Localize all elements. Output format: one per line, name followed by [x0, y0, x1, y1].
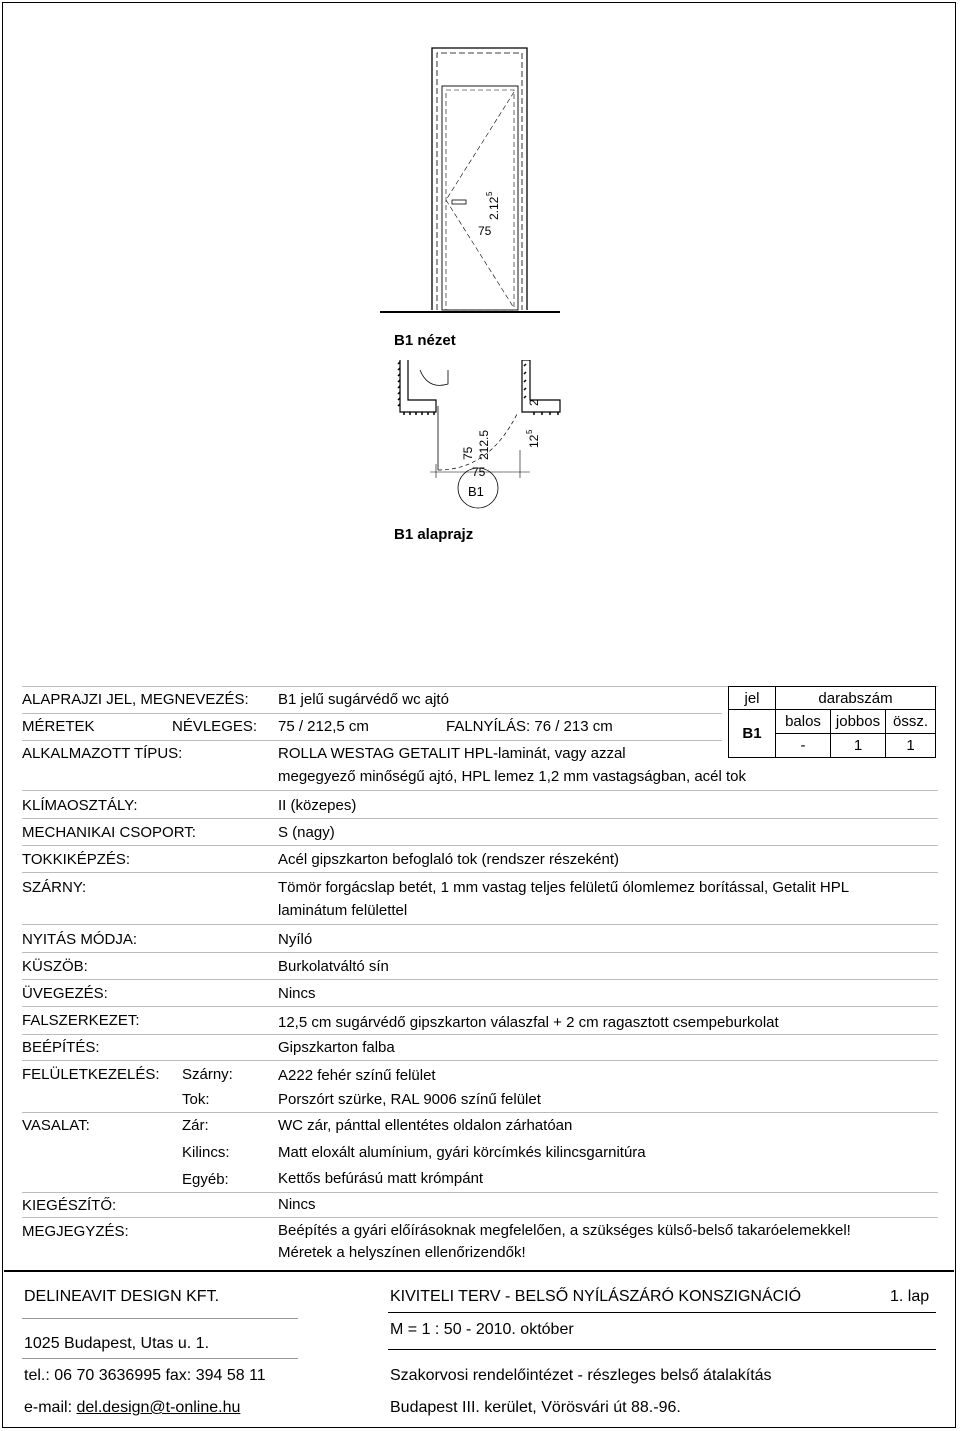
label-klima: KLÍMAOSZTÁLY:: [22, 797, 138, 814]
value-tipus-2: megegyező minőségű ajtó, HPL lemez 1,2 mm vastagságban, acél tok: [278, 768, 747, 785]
row-rule: [22, 1217, 938, 1218]
label-uveg: ÜVEGEZÉS:: [22, 985, 108, 1002]
label-falsz: FALSZERKEZET:: [22, 1012, 140, 1029]
row-rule: [22, 1006, 938, 1007]
company-email-link[interactable]: del.design@t-online.hu: [76, 1399, 241, 1416]
plan-dim-b: 212.5: [477, 429, 491, 460]
plan-tag: B1: [468, 484, 484, 499]
value-mech: S (nagy): [278, 824, 335, 841]
row-rule: [22, 979, 938, 980]
email-label: e-mail:: [24, 1399, 73, 1416]
value-megj-2: Méretek a helyszínen ellenőrizendők!: [278, 1244, 526, 1261]
row-rule: [22, 1060, 938, 1061]
label-felulet-tok: Tok:: [182, 1091, 210, 1108]
row-rule: [22, 818, 938, 819]
count-jobbos-value: 1: [830, 733, 886, 758]
label-kuszob: KÜSZÖB:: [22, 958, 88, 975]
project-location: Budapest III. kerület, Vörösvári út 88.-96.: [390, 1399, 681, 1416]
footer-rule: [22, 1358, 298, 1359]
plan-caption: B1 alaprajz: [394, 526, 474, 543]
count-jel-header: jel: [728, 686, 776, 710]
sheet-number: 1. lap: [890, 1288, 930, 1305]
plan-dim-wall-sup: 5: [525, 429, 534, 434]
count-ossz-header: össz.: [885, 709, 936, 734]
value-megnevezes: B1 jelű sugárvédő wc ajtó: [278, 691, 449, 708]
value-tipus-1: ROLLA WESTAG GETALIT HPL-laminát, vagy azzal: [278, 745, 626, 762]
count-jobbos-header: jobbos: [830, 709, 886, 734]
elevation-height-dim: 2.12: [487, 196, 501, 220]
door-plan-drawing: [390, 360, 570, 515]
count-balos-value: -: [775, 733, 831, 758]
value-kuszob: Burkolatváltó sín: [278, 958, 389, 975]
label-nevleges: NÉVLEGES:: [172, 718, 258, 735]
row-rule: [22, 713, 722, 714]
value-vasalat-kilincs: Matt eloxált alumínium, gyári körcímkés kilincsgarnitúra: [278, 1144, 646, 1161]
company-address: 1025 Budapest, Utas u. 1.: [24, 1335, 210, 1352]
row-rule: [22, 740, 722, 741]
count-tag: B1: [728, 709, 776, 758]
door-elevation-drawing: [380, 40, 560, 340]
value-kieg: Nincs: [278, 1196, 316, 1213]
row-rule: [22, 845, 938, 846]
value-falsz: 12,5 cm sugárvédő gipszkarton válaszfal + 2 cm ragasztott csempeburkolat: [278, 1014, 779, 1031]
value-szarny-1: Tömör forgácslap betét, 1 mm vastag teljes felületű ólomlemez borítással, Getalit HPL: [278, 879, 850, 896]
row-rule: [22, 952, 938, 953]
value-felulet-szarny: A222 fehér színű felület: [278, 1067, 436, 1084]
value-megj-1: Beépítés a gyári előírásoknak megfelelően, a szükséges külső-belső takaróelemekkel!: [278, 1222, 851, 1239]
row-rule: [22, 872, 938, 873]
footer-rule: [388, 1312, 936, 1313]
value-felulet-tok: Porszórt szürke, RAL 9006 színű felület: [278, 1091, 541, 1108]
elevation-caption: B1 nézet: [394, 332, 456, 349]
row-rule: [22, 924, 938, 925]
client-name: Szakorvosi rendelőintézet - részleges belső átalakítás: [390, 1367, 772, 1384]
label-vasalat: VASALAT:: [22, 1117, 90, 1134]
label-tipus: ALKALMAZOTT TÍPUS:: [22, 745, 183, 762]
value-falnyilas: FALNYÍLÁS: 76 / 213 cm: [446, 718, 613, 735]
label-felulet-szarny: Szárny:: [182, 1066, 233, 1083]
footer-top-rule: [4, 1270, 954, 1272]
label-alaprajzi-jel: ALAPRAJZI JEL, MEGNEVEZÉS:: [22, 691, 249, 708]
label-kieg: KIEGÉSZÍTŐ:: [22, 1197, 117, 1214]
value-nyitas: Nyíló: [278, 931, 313, 948]
row-rule: [22, 1034, 938, 1035]
value-szarny-2: laminátum felülettel: [278, 902, 408, 919]
value-vasalat-zar: WC zár, pánttal ellentétes oldalon zárhatóan: [278, 1117, 573, 1134]
label-vasalat-zar: Zár:: [182, 1117, 209, 1134]
elevation-width-dim: 75: [478, 224, 492, 238]
label-vasalat-kilincs: Kilincs:: [182, 1144, 230, 1161]
footer-rule: [388, 1349, 936, 1350]
count-ossz-value: 1: [885, 733, 936, 758]
project-title: KIVITELI TERV - BELSŐ NYÍLÁSZÁRÓ KONSZIGNÁCIÓ: [390, 1288, 802, 1305]
value-vasalat-egyeb: Kettős befúrású matt krómpánt: [278, 1170, 484, 1187]
plan-dim-tile: 2: [527, 399, 541, 406]
plan-dim-a: 75: [461, 446, 475, 460]
value-beep: Gipszkarton falba: [278, 1039, 395, 1056]
plan-dim-wall: 12: [527, 434, 541, 448]
label-megj: MEGJEGYZÉS:: [22, 1223, 129, 1240]
label-felulet: FELÜLETKEZELÉS:: [22, 1066, 160, 1083]
label-nyitas: NYITÁS MÓDJA:: [22, 931, 138, 948]
elevation-height-sup: 5: [485, 191, 494, 196]
count-darab-header: darabszám: [775, 686, 936, 710]
plan-dim-c: 75: [472, 465, 486, 479]
count-balos-header: balos: [775, 709, 831, 734]
company-phone: tel.: 06 70 3636995 fax: 394 58 11: [24, 1367, 266, 1384]
label-vasalat-egyeb: Egyéb:: [182, 1171, 229, 1188]
label-mech: MECHANIKAI CSOPORT:: [22, 824, 196, 841]
label-meretek: MÉRETEK: [22, 718, 95, 735]
label-szarny: SZÁRNY:: [22, 879, 87, 896]
value-nevleges: 75 / 212,5 cm: [278, 718, 369, 735]
label-beep: BEÉPÍTÉS:: [22, 1039, 100, 1056]
row-rule: [22, 790, 938, 791]
company-email-line: [24, 1398, 240, 1417]
value-klima: II (közepes): [278, 797, 357, 814]
footer-rule: [22, 1318, 298, 1319]
scale-date: M = 1 : 50 - 2010. október: [390, 1321, 574, 1338]
label-tokk: TOKKIKÉPZÉS:: [22, 851, 131, 868]
row-rule: [22, 1112, 938, 1113]
value-tokk: Acél gipszkarton befoglaló tok (rendszer részeként): [278, 851, 620, 868]
value-uveg: Nincs: [278, 985, 316, 1002]
company-name: DELINEAVIT DESIGN KFT.: [24, 1288, 220, 1305]
row-rule: [22, 1192, 938, 1193]
count-table: [728, 686, 936, 758]
